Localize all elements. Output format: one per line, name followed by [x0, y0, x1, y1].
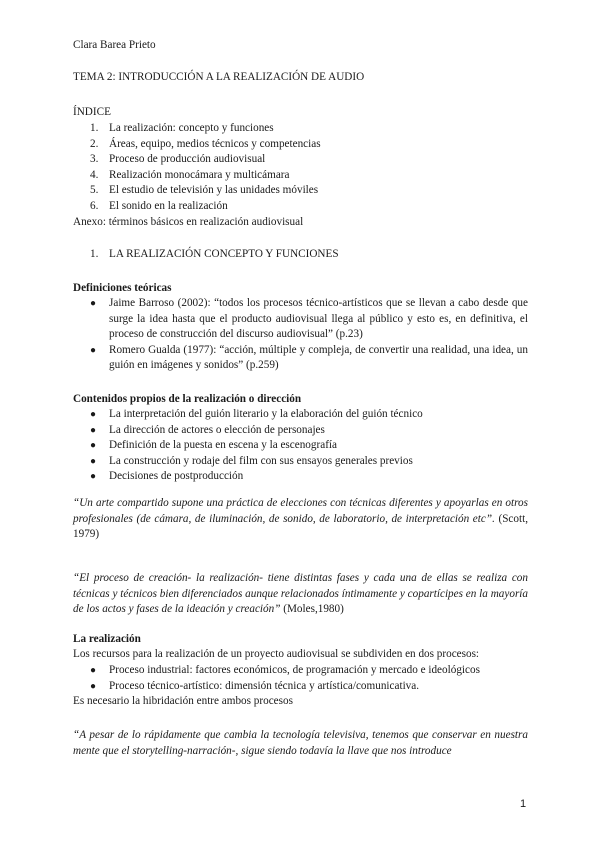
toc-item-number: 2. [90, 137, 99, 150]
list-item-text: La dirección de actores o elección de personajes [109, 423, 325, 436]
contenidos-heading: Contenidos propios de la realización o dirección [73, 393, 302, 405]
quote-storytelling [73, 728, 528, 759]
definiciones-heading: Definiciones teóricas [73, 282, 172, 294]
toc-item-label: La realización: concepto y funciones [109, 122, 274, 134]
list-item [73, 679, 528, 695]
bullet-icon: ● [90, 455, 97, 467]
list-item [73, 296, 528, 343]
quote-text: “A pesar de lo rápidamente que cambia la tecnología televisiva, tenemos que conservar en nuestra mente que el storytelling-narración-, sigue siendo todavía la llave que nos introduce [73, 729, 528, 757]
list-item [73, 423, 528, 439]
toc-item [73, 183, 528, 199]
indice-heading: ÍNDICE [73, 106, 111, 118]
toc-item-label: Proceso de producción audiovisual [109, 153, 266, 165]
document-page [73, 0, 528, 848]
bullet-icon: ● [90, 409, 97, 420]
table-of-contents [73, 121, 528, 214]
bullet-icon: ● [90, 424, 97, 436]
list-item-text: Romero Gualda (1977): “acción, múltiple y compleja, de convertir una realidad, una idea, un guión en imágenes y sonidos” (p.259) [109, 343, 528, 371]
toc-item-label: El sonido en la realización [109, 199, 228, 212]
bullet-icon: ● [90, 440, 97, 451]
list-item [73, 663, 528, 679]
page-title: TEMA 2: INTRODUCCIÓN A LA REALIZACIÓN DE AUDIO [73, 71, 365, 83]
quote-reference: (Moles,1980) [280, 603, 344, 615]
realizacion-intro: Los recursos para la realización de un proyecto audiovisual se subdividen en dos procesos: [73, 648, 480, 660]
toc-item-number: 4. [90, 168, 99, 181]
quote-text: “Un arte compartido supone una práctica de elecciones con técnicas diferentes y apoyarlas en otros profesionales (de cámara, de iluminación, de sonido, de laboratorio, de interpretación etc”. [73, 497, 528, 525]
list-item-text: La interpretación del guión literario y la elaboración del guión técnico [109, 408, 423, 420]
list-item [73, 343, 528, 374]
list-item [73, 407, 528, 423]
toc-item-label: Realización monocámara y multicámara [109, 168, 290, 181]
toc-item [73, 121, 528, 137]
toc-item [73, 168, 528, 184]
toc-item-number: 6. [90, 199, 99, 212]
quote-reference: (Scott, 1979) [73, 512, 528, 540]
list-item-text: Proceso industrial: factores económicos, de programación y mercado e ideológicos [109, 664, 480, 676]
section-title: LA REALIZACIÓN CONCEPTO Y FUNCIONES [109, 248, 339, 260]
bullet-icon: ● [90, 298, 97, 309]
toc-item [73, 199, 528, 215]
realizacion-heading: La realización [73, 633, 141, 645]
list-item-text: Definición de la puesta en escena y la escenografía [109, 439, 337, 451]
definiciones-list [73, 296, 528, 374]
anexo-line: Anexo: términos básicos en realización audiovisual [73, 216, 304, 228]
toc-item-label: Áreas, equipo, medios técnicos y competencias [109, 137, 321, 150]
list-item-text: La construcción y rodaje del film con sus ensayos generales previos [109, 454, 413, 467]
section-number: 1. [90, 248, 99, 260]
hibridacion-line: Es necesario la hibridación entre ambos procesos [73, 695, 293, 707]
list-item [73, 469, 528, 485]
bullet-icon: ● [90, 344, 97, 356]
quote-scott [73, 496, 528, 543]
list-item-text: Proceso técnico-artístico: dimensión técnica y artística/comunicativa. [109, 679, 420, 692]
page-number: 1 [520, 798, 527, 810]
author-header: Clara Barea Prieto [73, 39, 156, 51]
toc-item-number: 3. [90, 153, 99, 165]
bullet-icon: ● [90, 665, 97, 676]
bullet-icon: ● [90, 680, 97, 692]
bullet-icon: ● [90, 471, 97, 482]
contenidos-list [73, 407, 528, 485]
toc-item-number: 5. [90, 184, 99, 196]
list-item [73, 438, 528, 454]
list-item-text: Decisiones de postproducción [109, 470, 244, 482]
realizacion-list [73, 663, 528, 694]
quote-moles [73, 571, 528, 618]
toc-item-label: El estudio de televisión y las unidades móviles [109, 184, 319, 196]
list-item [73, 454, 528, 470]
toc-item [73, 152, 528, 168]
quote-text: “El proceso de creación- la realización- tiene distintas fases y cada una de ellas se realiza con técnicas y técnicos bien diferenciados aunque relacionados íntimamente y copartícipes en la mayoría de los actos y fases de la ideación y creación” [73, 572, 528, 615]
list-item-text: Jaime Barroso (2002): “todos los procesos técnico-artísticos que se llevan a cabo desde que surge la idea hasta que el producto audiovisual llega al público y esto es, en definitiva, el proceso de construcción del discurso audiovisual” (p.23) [109, 297, 528, 340]
toc-item [73, 137, 528, 153]
toc-item-number: 1. [90, 122, 99, 134]
